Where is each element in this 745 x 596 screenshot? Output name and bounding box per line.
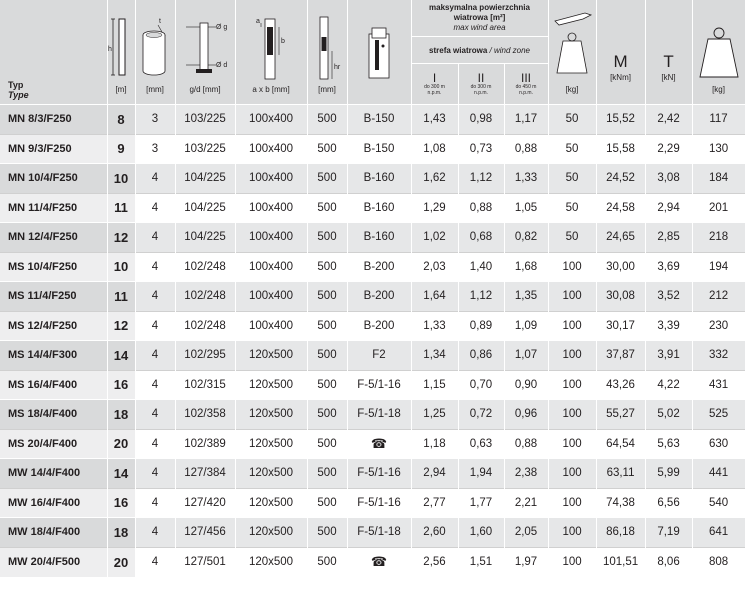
table-row <box>0 488 745 518</box>
zone2-cell: 0,89 <box>458 311 504 341</box>
opening-cell: 120x500 <box>235 518 307 548</box>
opening-cell: 120x500 <box>235 429 307 459</box>
bracket-mass-cell: 50 <box>548 105 596 135</box>
zone1-cell: 1,34 <box>411 341 458 371</box>
thickness-cell: 4 <box>135 311 175 341</box>
opening-cell: 100x400 <box>235 223 307 253</box>
height-cell: 14 <box>107 459 135 489</box>
header-door-height: hr [mm] <box>307 0 347 105</box>
opening-cell: 100x400 <box>235 311 307 341</box>
diameter-cell: 104/225 <box>175 223 235 253</box>
thickness-cell: 4 <box>135 193 175 223</box>
pole-height-icon <box>108 11 135 83</box>
zone1-cell: 2,56 <box>411 547 458 577</box>
header-door-opening: a b a x b [mm] <box>235 0 307 105</box>
pole-diameter-icon <box>176 11 235 83</box>
zone3-cell: 0,88 <box>504 134 548 164</box>
type-cell: MS 10/4/F250 <box>0 252 107 282</box>
table-body <box>0 105 745 577</box>
opening-cell: 100x400 <box>235 252 307 282</box>
zone1-cell: 1,15 <box>411 370 458 400</box>
foundation-cell: B-200 <box>347 252 411 282</box>
height-cell: 16 <box>107 488 135 518</box>
diameter-cell: 104/225 <box>175 193 235 223</box>
zone2-cell: 0,70 <box>458 370 504 400</box>
height-cell: 9 <box>107 134 135 164</box>
diameter-cell: 103/225 <box>175 134 235 164</box>
zone1-cell: 1,02 <box>411 223 458 253</box>
thickness-cell: 4 <box>135 370 175 400</box>
opening-cell: 120x500 <box>235 341 307 371</box>
foundation-cell: B-150 <box>347 105 411 135</box>
moment-cell: 64,54 <box>596 429 645 459</box>
force-cell: 3,52 <box>645 282 692 312</box>
moment-cell: 30,17 <box>596 311 645 341</box>
force-cell: 7,19 <box>645 518 692 548</box>
type-cell: MS 18/4/F400 <box>0 400 107 430</box>
height-cell: 11 <box>107 282 135 312</box>
header-zone-2: II do 300 m n.p.m. <box>458 64 504 105</box>
diameter-cell: 127/456 <box>175 518 235 548</box>
force-cell: 3,39 <box>645 311 692 341</box>
mass-cell: 332 <box>692 341 745 371</box>
zone1-cell: 1,62 <box>411 164 458 194</box>
moment-cell: 86,18 <box>596 518 645 548</box>
zone3-cell: 0,96 <box>504 400 548 430</box>
opening-cell: 100x400 <box>235 193 307 223</box>
diameter-cell: 102/295 <box>175 341 235 371</box>
type-cell: MN 10/4/F250 <box>0 164 107 194</box>
zone2-cell: 1,94 <box>458 459 504 489</box>
header-pole-mass: [kg] <box>692 0 745 105</box>
zone3-cell: 1,97 <box>504 547 548 577</box>
type-cell: MW 18/4/F400 <box>0 518 107 548</box>
foundation-cell: B-200 <box>347 311 411 341</box>
opening-cell: 100x400 <box>235 164 307 194</box>
table-row <box>0 252 745 282</box>
type-cell: MN 9/3/F250 <box>0 134 107 164</box>
moment-cell: 43,26 <box>596 370 645 400</box>
moment-cell: 101,51 <box>596 547 645 577</box>
thickness-cell: 4 <box>135 400 175 430</box>
door-height-cell: 500 <box>307 429 347 459</box>
zone1-cell: 1,64 <box>411 282 458 312</box>
diameter-cell: 127/420 <box>175 488 235 518</box>
force-cell: 2,85 <box>645 223 692 253</box>
mass-cell: 212 <box>692 282 745 312</box>
mass-cell: 641 <box>692 518 745 548</box>
table-row <box>0 282 745 312</box>
moment-cell: 24,58 <box>596 193 645 223</box>
zone2-cell: 0,72 <box>458 400 504 430</box>
svg-text:t: t <box>159 17 161 25</box>
height-cell: 18 <box>107 518 135 548</box>
zone1-cell: 2,03 <box>411 252 458 282</box>
table-row <box>0 547 745 577</box>
bracket-mass-cell: 50 <box>548 193 596 223</box>
header-max-wind-area: maksymalna powierzchnia wiatrowa [m²] max wind area <box>411 0 548 37</box>
height-cell: 10 <box>107 252 135 282</box>
svg-text:Ø d: Ø d <box>216 61 228 69</box>
door-height-cell: 500 <box>307 252 347 282</box>
foundation-cell: F2 <box>347 341 411 371</box>
zone2-cell: 1,12 <box>458 164 504 194</box>
diameter-cell: 102/389 <box>175 429 235 459</box>
foundation-cell: B-160 <box>347 164 411 194</box>
zone1-cell: 1,43 <box>411 105 458 135</box>
foundation-cell: F-5/1-16 <box>347 488 411 518</box>
moment-cell: 30,00 <box>596 252 645 282</box>
diameter-cell: 102/358 <box>175 400 235 430</box>
type-cell: MN 8/3/F250 <box>0 105 107 135</box>
table-row <box>0 164 745 194</box>
table-row <box>0 429 745 459</box>
zone1-cell: 1,08 <box>411 134 458 164</box>
force-cell: 2,42 <box>645 105 692 135</box>
zone3-cell: 2,38 <box>504 459 548 489</box>
foundation-cell: B-160 <box>347 223 411 253</box>
table-row <box>0 134 745 164</box>
foundation-icon <box>348 16 411 88</box>
diameter-cell: 102/315 <box>175 370 235 400</box>
zone3-cell: 0,82 <box>504 223 548 253</box>
zone1-cell: 2,94 <box>411 459 458 489</box>
thickness-cell: 4 <box>135 488 175 518</box>
zone2-cell: 0,98 <box>458 105 504 135</box>
foundation-cell: ☎ <box>347 429 411 459</box>
header-wind-zone: strefa wiatrowa / wind zone <box>411 37 548 64</box>
table-row <box>0 105 745 135</box>
door-height-cell: 500 <box>307 193 347 223</box>
mass-cell: 808 <box>692 547 745 577</box>
zone3-cell: 1,35 <box>504 282 548 312</box>
door-height-cell: 500 <box>307 547 347 577</box>
zone1-cell: 1,33 <box>411 311 458 341</box>
door-height-cell: 500 <box>307 341 347 371</box>
zone3-cell: 1,33 <box>504 164 548 194</box>
bracket-mass-cell: 100 <box>548 547 596 577</box>
force-cell: 3,08 <box>645 164 692 194</box>
zone3-cell: 1,09 <box>504 311 548 341</box>
diameter-cell: 102/248 <box>175 252 235 282</box>
bracket-mass-cell: 50 <box>548 134 596 164</box>
thickness-cell: 4 <box>135 518 175 548</box>
zone3-cell: 1,05 <box>504 193 548 223</box>
zone2-cell: 1,12 <box>458 282 504 312</box>
mass-cell: 540 <box>692 488 745 518</box>
zone1-cell: 2,60 <box>411 518 458 548</box>
door-height-cell: 500 <box>307 282 347 312</box>
table-row <box>0 459 745 489</box>
diameter-cell: 104/225 <box>175 164 235 194</box>
wall-thickness-icon <box>136 11 175 83</box>
opening-cell: 120x500 <box>235 488 307 518</box>
height-cell: 11 <box>107 193 135 223</box>
mass-cell: 130 <box>692 134 745 164</box>
force-cell: 3,69 <box>645 252 692 282</box>
diameter-cell: 102/248 <box>175 282 235 312</box>
diameter-cell: 102/248 <box>175 311 235 341</box>
foundation-cell: F-5/1-16 <box>347 370 411 400</box>
zone2-cell: 0,68 <box>458 223 504 253</box>
bracket-mass-cell: 100 <box>548 311 596 341</box>
force-cell: 2,94 <box>645 193 692 223</box>
moment-cell: 37,87 <box>596 341 645 371</box>
zone3-cell: 1,68 <box>504 252 548 282</box>
force-cell: 5,63 <box>645 429 692 459</box>
door-height-icon <box>308 11 347 83</box>
door-opening-icon <box>236 11 307 83</box>
diameter-cell: 127/501 <box>175 547 235 577</box>
mass-cell: 194 <box>692 252 745 282</box>
force-cell: 3,91 <box>645 341 692 371</box>
door-height-cell: 500 <box>307 311 347 341</box>
height-cell: 18 <box>107 400 135 430</box>
moment-cell: 74,38 <box>596 488 645 518</box>
table-row <box>0 193 745 223</box>
mass-cell: 218 <box>692 223 745 253</box>
opening-cell: 100x400 <box>235 282 307 312</box>
force-cell: 5,99 <box>645 459 692 489</box>
zone3-cell: 1,07 <box>504 341 548 371</box>
opening-cell: 100x400 <box>235 134 307 164</box>
svg-text:a: a <box>256 17 260 25</box>
table-row <box>0 400 745 430</box>
bracket-mass-cell: 100 <box>548 282 596 312</box>
type-cell: MS 14/4/F300 <box>0 341 107 371</box>
header-diameter: Ø g Ø d g/d [mm] <box>175 0 235 105</box>
thickness-cell: 4 <box>135 429 175 459</box>
height-cell: 20 <box>107 547 135 577</box>
height-cell: 16 <box>107 370 135 400</box>
thickness-cell: 3 <box>135 105 175 135</box>
thickness-cell: 4 <box>135 252 175 282</box>
bracket-mass-cell: 50 <box>548 164 596 194</box>
header-bracket-mass: [kg] <box>548 0 596 105</box>
zone2-cell: 1,40 <box>458 252 504 282</box>
table-row <box>0 223 745 253</box>
height-cell: 12 <box>107 223 135 253</box>
foundation-cell: F-5/1-18 <box>347 400 411 430</box>
foundation-cell: B-160 <box>347 193 411 223</box>
zone1-cell: 1,18 <box>411 429 458 459</box>
force-cell: 2,29 <box>645 134 692 164</box>
height-cell: 14 <box>107 341 135 371</box>
zone3-cell: 0,90 <box>504 370 548 400</box>
zone1-cell: 2,77 <box>411 488 458 518</box>
thickness-cell: 4 <box>135 282 175 312</box>
header-type: Typ Type <box>0 0 107 105</box>
type-cell: MS 12/4/F250 <box>0 311 107 341</box>
door-height-cell: 500 <box>307 164 347 194</box>
svg-text:b: b <box>281 37 285 45</box>
diameter-cell: 127/384 <box>175 459 235 489</box>
header-force: T [kN] <box>645 0 692 105</box>
mass-cell: 201 <box>692 193 745 223</box>
bracket-mass-cell: 100 <box>548 488 596 518</box>
force-cell: 4,22 <box>645 370 692 400</box>
zone2-cell: 1,51 <box>458 547 504 577</box>
bracket-mass-cell: 100 <box>548 400 596 430</box>
zone1-cell: 1,25 <box>411 400 458 430</box>
zone2-cell: 1,60 <box>458 518 504 548</box>
opening-cell: 120x500 <box>235 459 307 489</box>
force-symbol: T <box>663 51 674 71</box>
zone2-cell: 0,73 <box>458 134 504 164</box>
door-height-cell: 500 <box>307 518 347 548</box>
moment-cell: 24,52 <box>596 164 645 194</box>
thickness-cell: 4 <box>135 164 175 194</box>
moment-cell: 15,58 <box>596 134 645 164</box>
moment-cell: 30,08 <box>596 282 645 312</box>
opening-cell: 120x500 <box>235 547 307 577</box>
header-zone-1: I do 300 m n.p.m. <box>411 64 458 105</box>
door-height-cell: 500 <box>307 134 347 164</box>
opening-cell: 100x400 <box>235 105 307 135</box>
door-height-cell: 500 <box>307 400 347 430</box>
table-row <box>0 341 745 371</box>
header-moment: M [kNm] <box>596 0 645 105</box>
thickness-cell: 4 <box>135 223 175 253</box>
thickness-cell: 4 <box>135 459 175 489</box>
bracket-mass-cell: 100 <box>548 518 596 548</box>
door-height-cell: 500 <box>307 223 347 253</box>
type-cell: MW 20/4/F500 <box>0 547 107 577</box>
foundation-cell: B-150 <box>347 134 411 164</box>
thickness-cell: 4 <box>135 341 175 371</box>
thickness-cell: 3 <box>135 134 175 164</box>
zone2-cell: 0,88 <box>458 193 504 223</box>
bracket-weight-icon <box>549 11 596 83</box>
mass-cell: 230 <box>692 311 745 341</box>
door-height-cell: 500 <box>307 488 347 518</box>
zone3-cell: 1,17 <box>504 105 548 135</box>
svg-text:h: h <box>108 45 112 53</box>
type-cell: MS 16/4/F400 <box>0 370 107 400</box>
type-cell: MS 11/4/F250 <box>0 282 107 312</box>
thickness-cell: 4 <box>135 547 175 577</box>
table-row <box>0 370 745 400</box>
zone2-cell: 0,63 <box>458 429 504 459</box>
foundation-cell: ☎ <box>347 547 411 577</box>
table-header <box>0 0 745 105</box>
zone2-cell: 0,86 <box>458 341 504 371</box>
bracket-mass-cell: 100 <box>548 341 596 371</box>
height-cell: 12 <box>107 311 135 341</box>
force-cell: 5,02 <box>645 400 692 430</box>
header-zone-3: III do 450 m n.p.m. <box>504 64 548 105</box>
header-wall-thickness: t [mm] <box>135 0 175 105</box>
opening-cell: 120x500 <box>235 370 307 400</box>
table-row <box>0 518 745 548</box>
zone3-cell: 2,05 <box>504 518 548 548</box>
force-cell: 6,56 <box>645 488 692 518</box>
type-cell: MW 14/4/F400 <box>0 459 107 489</box>
mass-cell: 630 <box>692 429 745 459</box>
bracket-mass-cell: 100 <box>548 370 596 400</box>
zone2-cell: 1,77 <box>458 488 504 518</box>
foundation-cell: B-200 <box>347 282 411 312</box>
foundation-cell: F-5/1-16 <box>347 459 411 489</box>
height-cell: 10 <box>107 164 135 194</box>
moment-cell: 63,11 <box>596 459 645 489</box>
mass-cell: 184 <box>692 164 745 194</box>
mass-cell: 431 <box>692 370 745 400</box>
moment-cell: 55,27 <box>596 400 645 430</box>
moment-cell: 15,52 <box>596 105 645 135</box>
type-cell: MN 12/4/F250 <box>0 223 107 253</box>
zone3-cell: 2,21 <box>504 488 548 518</box>
header-foundation <box>347 0 411 105</box>
door-height-cell: 500 <box>307 105 347 135</box>
moment-cell: 24,65 <box>596 223 645 253</box>
mass-cell: 117 <box>692 105 745 135</box>
door-height-cell: 500 <box>307 459 347 489</box>
force-cell: 8,06 <box>645 547 692 577</box>
foundation-cell: F-5/1-18 <box>347 518 411 548</box>
type-cell: MS 20/4/F400 <box>0 429 107 459</box>
table-row <box>0 311 745 341</box>
svg-text:hr: hr <box>334 63 341 71</box>
bracket-mass-cell: 100 <box>548 459 596 489</box>
diameter-cell: 103/225 <box>175 105 235 135</box>
weight-icon <box>693 11 745 83</box>
zone1-cell: 1,29 <box>411 193 458 223</box>
type-cell: MN 11/4/F250 <box>0 193 107 223</box>
moment-symbol: M <box>613 51 628 71</box>
opening-cell: 120x500 <box>235 400 307 430</box>
height-cell: 20 <box>107 429 135 459</box>
mass-cell: 525 <box>692 400 745 430</box>
height-cell: 8 <box>107 105 135 135</box>
svg-text:Ø g: Ø g <box>216 23 228 31</box>
bracket-mass-cell: 100 <box>548 429 596 459</box>
mass-cell: 441 <box>692 459 745 489</box>
bracket-mass-cell: 100 <box>548 252 596 282</box>
door-height-cell: 500 <box>307 370 347 400</box>
header-height: h [m] <box>107 0 135 105</box>
bracket-mass-cell: 50 <box>548 223 596 253</box>
type-cell: MW 16/4/F400 <box>0 488 107 518</box>
zone3-cell: 0,88 <box>504 429 548 459</box>
